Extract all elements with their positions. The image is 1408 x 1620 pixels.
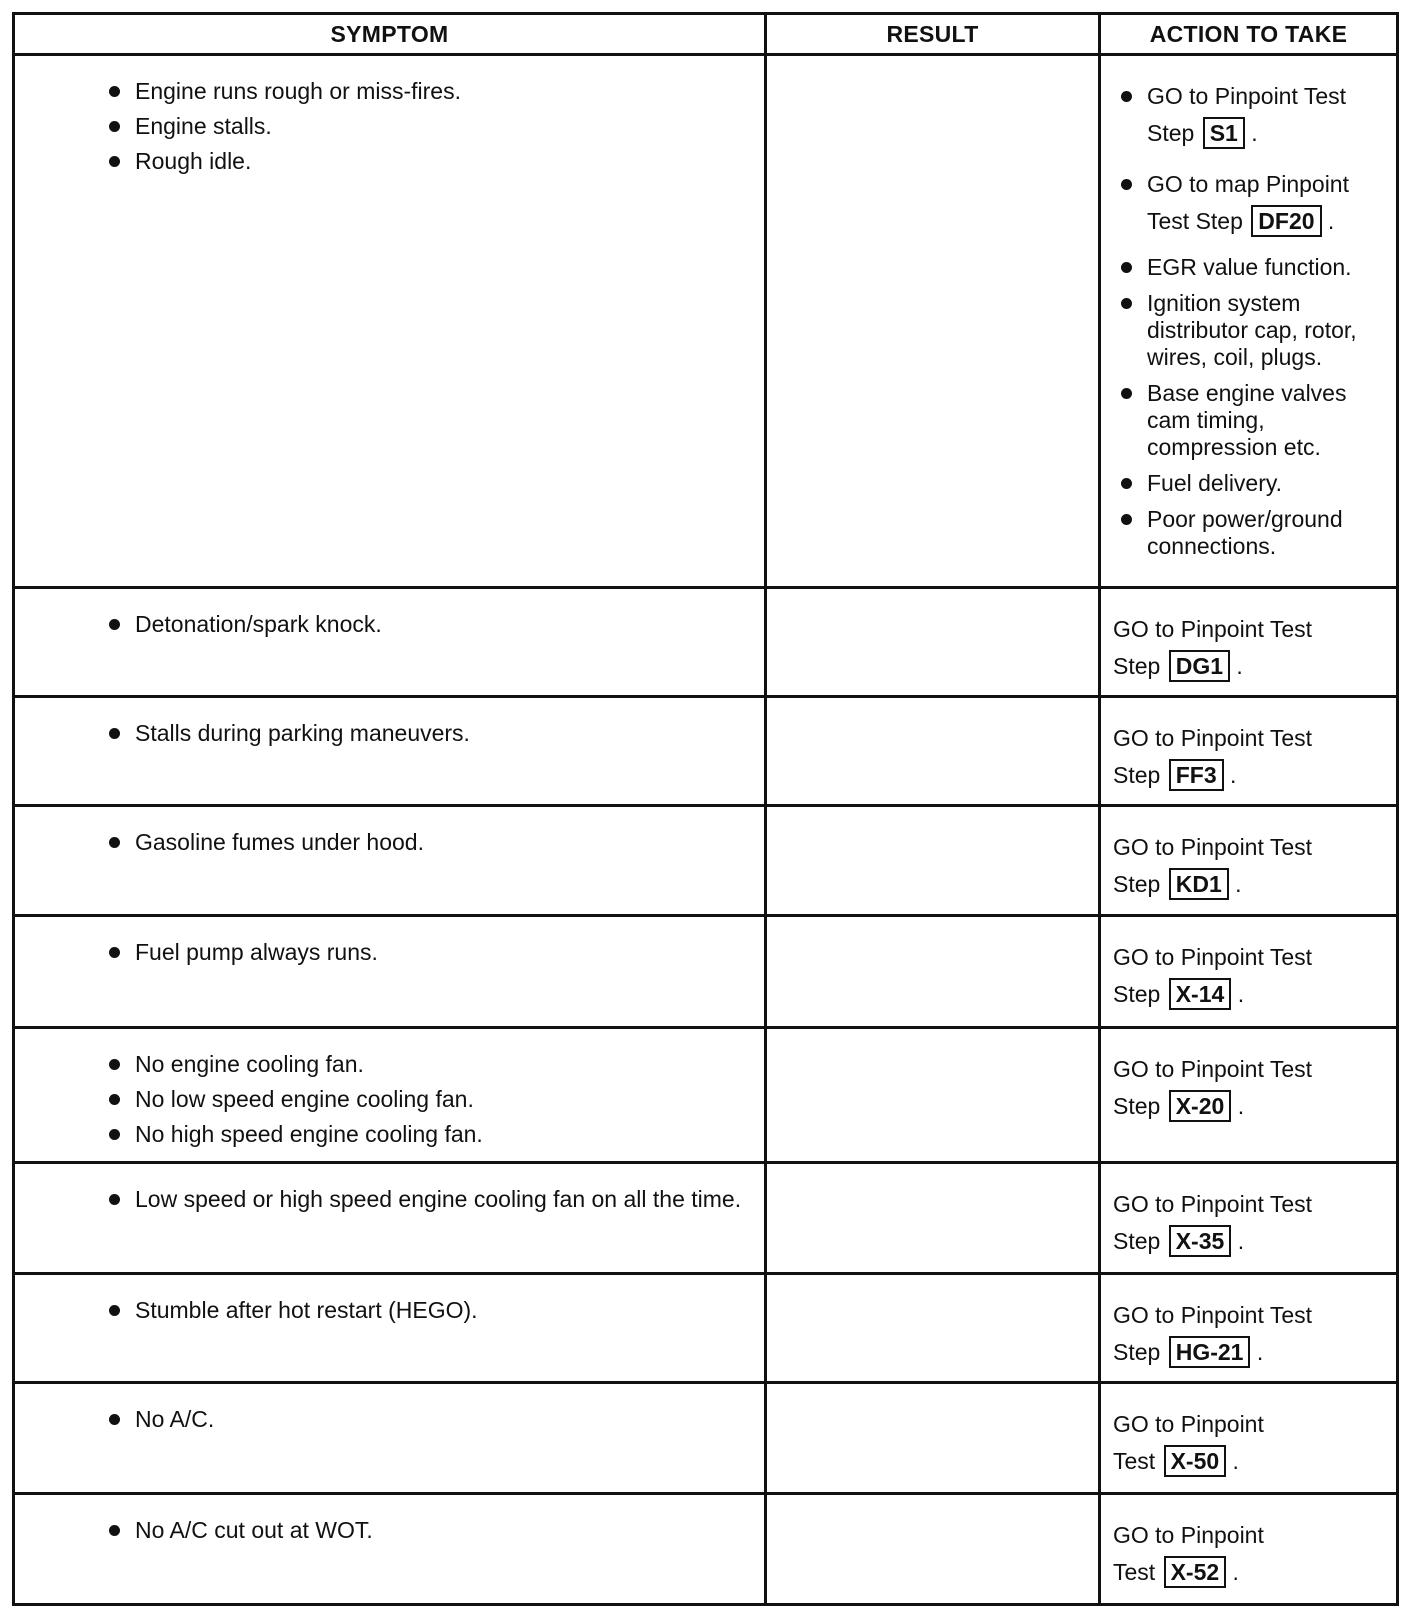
action-line: Step X-14 . <box>1113 976 1386 1013</box>
action-line: GO to Pinpoint Test <box>1113 616 1313 643</box>
result-cell <box>766 1493 1100 1604</box>
action-cell <box>1100 588 1398 697</box>
action-cell <box>1100 1382 1398 1493</box>
action-item: Ignition system distributor cap, rotor, wires, coil, plugs. <box>1119 290 1390 371</box>
action-item: Poor power/ground connections. <box>1119 506 1390 560</box>
action-cell <box>1100 916 1398 1028</box>
action-line: GO to Pinpoint Test <box>1113 725 1313 752</box>
symptom-list <box>15 56 764 175</box>
symptom-item: No engine cooling fan. <box>107 1051 764 1078</box>
table-row <box>14 1273 1398 1382</box>
result-cell <box>766 55 1100 588</box>
step-code-box: DG1 <box>1169 650 1230 682</box>
header-action: ACTION TO TAKE <box>1100 14 1398 55</box>
action-step-word: Step <box>1113 981 1161 1008</box>
symptom-list <box>15 1384 764 1433</box>
symptom-item: Gasoline fumes under hood. <box>107 829 764 856</box>
symptom-item: No high speed engine cooling fan. <box>107 1121 764 1148</box>
symptom-list <box>15 1495 764 1544</box>
symptom-cell <box>14 1493 766 1604</box>
action-step-word: Step <box>1113 1227 1161 1254</box>
result-cell <box>766 588 1100 697</box>
result-cell <box>766 1273 1100 1382</box>
symptom-cell <box>14 1382 766 1493</box>
symptom-cell <box>14 697 766 806</box>
symptom-list <box>15 807 764 856</box>
step-code-box: FF3 <box>1169 759 1224 791</box>
symptom-item: Rough idle. <box>107 148 764 175</box>
action-text-block <box>1101 1275 1396 1371</box>
action-line: Test X-50 . <box>1113 1443 1386 1480</box>
action-step-word: Step <box>1113 1093 1161 1120</box>
action-line: Step FF3 . <box>1113 757 1386 794</box>
action-text-block <box>1101 1164 1396 1260</box>
action-line: GO to Pinpoint Test <box>1113 1301 1313 1328</box>
action-line: Step DG1 . <box>1113 648 1386 685</box>
header-result: RESULT <box>766 14 1100 55</box>
action-item: GO to map Pinpoint Test Step DF20 . <box>1119 166 1390 240</box>
action-step-word: Test <box>1113 1558 1156 1585</box>
table-row <box>14 1028 1398 1163</box>
symptom-item: Engine runs rough or miss-fires. <box>107 78 764 105</box>
action-step-word: Step <box>1113 871 1161 898</box>
action-line: Step X-35 . <box>1113 1223 1386 1260</box>
step-code-box: S1 <box>1203 117 1245 149</box>
step-code-box: X-52 <box>1164 1556 1227 1588</box>
symptom-cell <box>14 55 766 588</box>
action-line: GO to Pinpoint <box>1113 1410 1264 1437</box>
action-cell <box>1100 1493 1398 1604</box>
result-cell <box>766 916 1100 1028</box>
action-item: EGR value function. <box>1119 254 1390 281</box>
symptom-item: No low speed engine cooling fan. <box>107 1086 764 1113</box>
action-text: GO to Pinpoint Test Step <box>1147 83 1347 146</box>
result-cell <box>766 1382 1100 1493</box>
action-line: Step HG-21 . <box>1113 1334 1386 1371</box>
symptom-item: Fuel pump always runs. <box>107 939 764 966</box>
action-line: Step X-20 . <box>1113 1088 1386 1125</box>
step-code-box: DF20 <box>1251 205 1321 237</box>
action-text-block <box>1101 589 1396 685</box>
symptom-list <box>15 589 764 638</box>
action-text-block <box>1101 1029 1396 1125</box>
symptom-cell <box>14 916 766 1028</box>
table-row <box>14 55 1398 588</box>
table-row <box>14 1162 1398 1273</box>
action-cell <box>1100 1273 1398 1382</box>
symptom-item: Engine stalls. <box>107 113 764 140</box>
result-cell <box>766 697 1100 806</box>
action-list <box>1101 56 1396 560</box>
symptom-list <box>15 1164 764 1213</box>
action-cell <box>1100 1162 1398 1273</box>
action-text-block <box>1101 1495 1396 1591</box>
symptom-item: Stumble after hot restart (HEGO). <box>107 1297 764 1324</box>
symptom-cell <box>14 588 766 697</box>
action-line: Test X-52 . <box>1113 1554 1386 1591</box>
symptom-cell <box>14 1162 766 1273</box>
action-line: GO to Pinpoint Test <box>1113 1190 1313 1217</box>
symptom-list <box>15 698 764 747</box>
diagnostic-table <box>12 12 1399 1606</box>
action-cell <box>1100 1028 1398 1163</box>
symptom-item: No A/C cut out at WOT. <box>107 1517 764 1544</box>
action-cell <box>1100 55 1398 588</box>
action-step-word: Step <box>1113 762 1161 789</box>
action-text-block <box>1101 698 1396 794</box>
symptom-item: No A/C. <box>107 1406 764 1433</box>
header-row <box>14 14 1398 55</box>
header-symptom: SYMPTOM <box>14 14 766 55</box>
symptom-cell <box>14 1028 766 1163</box>
symptom-list <box>15 1275 764 1324</box>
step-code-box: KD1 <box>1169 868 1229 900</box>
table-row <box>14 916 1398 1028</box>
action-text: GO to map Pinpoint Test Step <box>1147 171 1349 234</box>
action-item: Fuel delivery. <box>1119 470 1390 497</box>
action-line: GO to Pinpoint <box>1113 1521 1264 1548</box>
action-text-block <box>1101 807 1396 903</box>
table-row <box>14 1493 1398 1604</box>
action-cell <box>1100 806 1398 916</box>
action-item: GO to Pinpoint Test Step S1 . <box>1119 78 1390 152</box>
action-line: GO to Pinpoint Test <box>1113 1056 1313 1083</box>
step-code-box: HG-21 <box>1169 1336 1251 1368</box>
action-text-block <box>1101 917 1396 1013</box>
step-code-box: X-20 <box>1169 1090 1232 1122</box>
result-cell <box>766 1028 1100 1163</box>
table-row <box>14 697 1398 806</box>
action-item: Base engine valves cam timing, compression etc. <box>1119 380 1390 461</box>
result-cell <box>766 1162 1100 1273</box>
action-step-word: Step <box>1113 653 1161 680</box>
symptom-list <box>15 1029 764 1148</box>
symptom-cell <box>14 806 766 916</box>
table-row <box>14 806 1398 916</box>
symptom-item: Low speed or high speed engine cooling fan on all the time. <box>107 1186 764 1213</box>
action-text-block <box>1101 1384 1396 1480</box>
table-row <box>14 1382 1398 1493</box>
action-step-word: Test <box>1113 1447 1156 1474</box>
symptom-cell <box>14 1273 766 1382</box>
symptom-list <box>15 917 764 966</box>
table-row <box>14 588 1398 697</box>
step-code-box: X-50 <box>1164 1445 1227 1477</box>
action-line: GO to Pinpoint Test <box>1113 834 1313 861</box>
symptom-item: Detonation/spark knock. <box>107 611 764 638</box>
action-line: GO to Pinpoint Test <box>1113 944 1313 971</box>
action-step-word: Step <box>1113 1338 1161 1365</box>
result-cell <box>766 806 1100 916</box>
action-cell <box>1100 697 1398 806</box>
step-code-box: X-14 <box>1169 978 1232 1010</box>
symptom-item: Stalls during parking maneuvers. <box>107 720 764 747</box>
step-code-box: X-35 <box>1169 1225 1232 1257</box>
action-line: Step KD1 . <box>1113 866 1386 903</box>
